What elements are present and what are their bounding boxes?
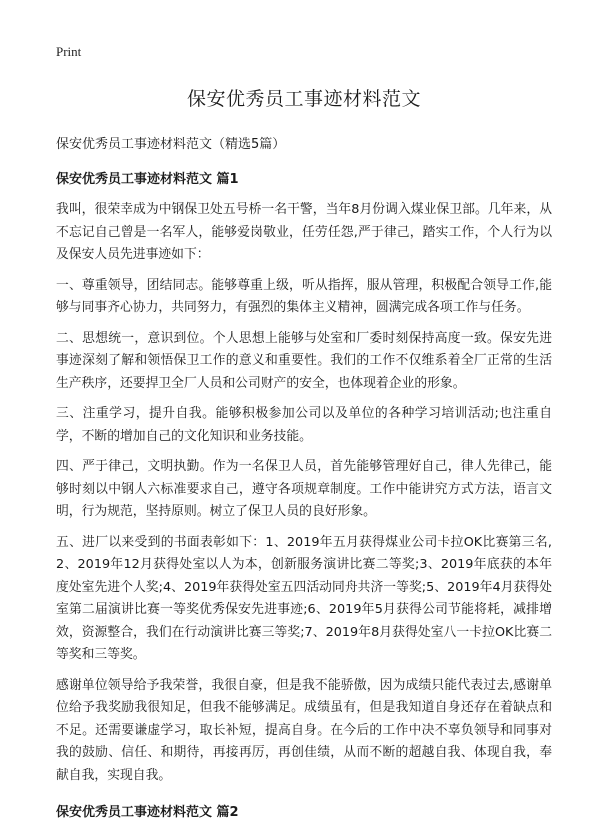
print-link[interactable]: Print [56,44,82,59]
paragraph-3: 三、注重学习，提升自我。能够积极参加公司以及单位的各种学习培训活动;也注重自学，不断的增加自己的文化知识和业务技能。 [56,406,552,444]
paragraph-5: 五、进厂以来受到的书面表彰如下：1、2019年五月获得煤业公司卡拉OK比赛第三名,2、2019年12月获得处室以人为本，创新服务演讲比赛二等奖;3、2019年底获的本年度处室先进个人奖;4、2019年获得处室五四活动同舟共济一等奖;5、2019年4月获得处室第二届演讲比赛一等奖优秀保安先进事迹;6、2019年5月获得公司节能将耗，减排增效，资源整合，我们在行动演讲比赛三等奖;7、2019年8月获得处室八一卡拉OK比赛二等奖和三等奖。 [56,534,552,662]
paragraph-4: 四、严于律己，文明执勤。作为一名保卫人员，首先能够管理好自己，律人先律己，能够时刻以中钢人六标准要求自己，遵守各项规章制度。工作中能讲究方式方法，语言文明，行为规范，坚持原则。树立了保卫人员的良好形象。 [56,459,552,519]
paragraph-closing: 感谢单位领导给予我荣誉，我很自豪，但是我不能骄傲，因为成绩只能代表过去,感谢单位给予我奖励我很知足，但我不能够满足。成绩虽有，但是我知道自身还存在着缺点和不足。还需要谦虚学习，取长补短，提高自身。在今后的工作中决不辜负领导和同事对我的鼓励、信任、和期待，再接再厉，再创佳绩，从而不断的超越自我、体现自我，奉献自我，实现自我。 [56,677,552,783]
section-heading-2: 保安优秀员工事迹材料范文 篇2 [56,805,239,820]
paragraph-2: 二、思想统一，意识到位。个人思想上能够与处室和厂委时刻保持高度一致。保安先进事迹深刻了解和领悟保卫工作的意义和重要性。我们的工作不仅维系着全厂正常的生活生产秩序，还要捍卫全厂人员和公司财产的安全，也体现着企业的形象。 [56,330,552,391]
paragraph-1: 一、尊重领导，团结同志。能够尊重上级，听从指挥，服从管理，积极配合领导工作,能够与同事齐心协力，共同努力，有强烈的集体主义精神，圆满完成各项工作与任务。 [56,277,552,315]
section-heading-1: 保安优秀员工事迹材料范文 篇1 [56,172,239,187]
document-subtitle: 保安优秀员工事迹材料范文（精选5篇） [56,137,286,152]
paragraph-intro: 我叫，很荣幸成为中钢保卫处五号桥一名干警，当年8月份调入煤业保卫部。几年来，从不忘记自己曾是一名军人，能够爱岗敬业，任劳任怨,严于律己，踏实工作，个人行为以及保安人员先进事迹如下： [56,202,552,262]
document-title: 保安优秀员工事迹材料范文 [186,88,421,110]
